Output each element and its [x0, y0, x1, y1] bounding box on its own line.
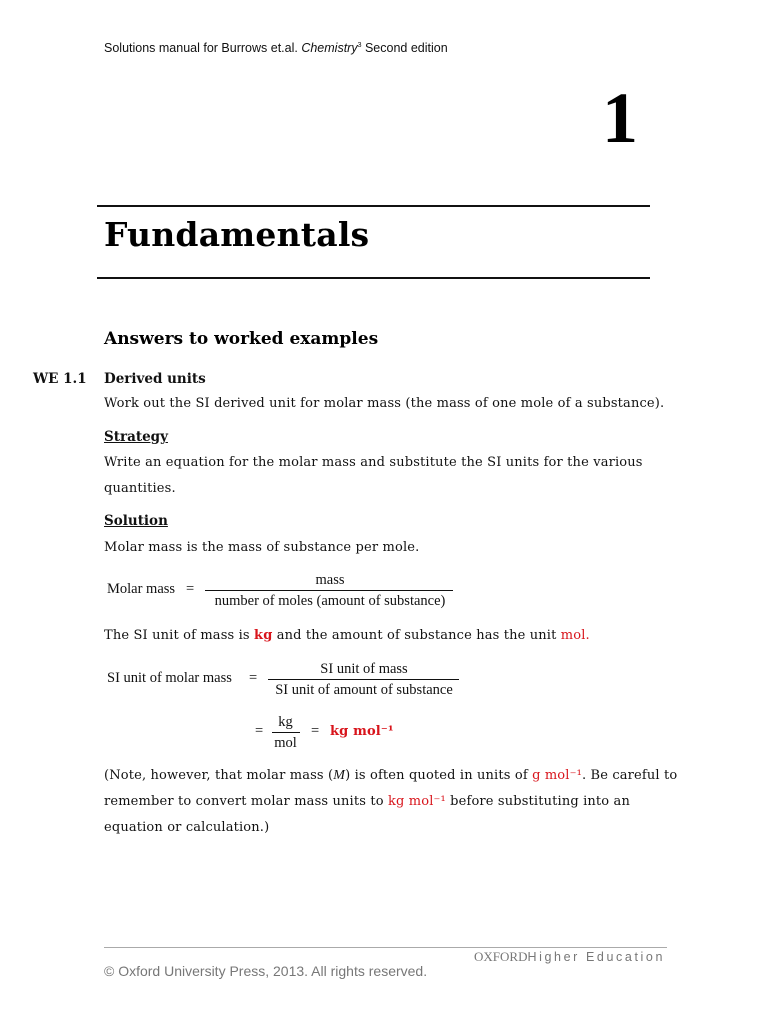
section-title: Answers to worked examples [104, 329, 379, 349]
strategy-heading: Strategy [104, 429, 168, 445]
eq1-fraction-bar [205, 590, 453, 591]
note-l1-text-b: ) is often quoted in units of [345, 768, 533, 783]
si-mol-unit: mol. [560, 628, 590, 643]
eq1-denominator: number of moles (amount of substance) [214, 593, 446, 609]
eq3-fraction-bar [272, 732, 300, 733]
eq3-result: kg mol⁻¹ [330, 724, 394, 739]
example-title: Derived units [104, 371, 206, 387]
note-l1-text-a: (Note, however, that molar mass ( [104, 768, 334, 783]
eq3-equals-2: = [311, 723, 320, 739]
eq3-equals-1: = [255, 723, 264, 739]
title-bottom-rule [97, 277, 650, 279]
eq2-equals: = [249, 670, 258, 686]
eq3-numerator: kg [278, 714, 293, 730]
eq2-denominator: SI unit of amount of substance [275, 682, 453, 698]
note-l1-text-c: . Be careful to [581, 768, 678, 783]
eq1-equals: = [186, 581, 195, 597]
eq2-fraction-bar [268, 679, 459, 680]
chapter-title: Fundamentals [104, 215, 370, 254]
note-g-mol-unit: g mol⁻¹ [532, 768, 582, 783]
note-line-1 [104, 768, 677, 784]
footer-rule [104, 947, 667, 948]
header-superscript: 3 [357, 42, 362, 49]
example-question: Work out the SI derived unit for molar mass (the mass of one mole of a substance). [104, 396, 665, 411]
note-l2-text-b: before substituting into an [445, 794, 630, 809]
title-top-rule [97, 205, 650, 207]
eq1-numerator: mass [315, 572, 345, 588]
example-label: WE 1.1 [33, 371, 87, 387]
higher-education-wordmark: Higher Education [527, 950, 665, 964]
note-l2-text-a: remember to convert molar mass units to [104, 794, 388, 809]
solution-intro: Molar mass is the mass of substance per mole. [104, 540, 420, 555]
note-kg-mol-unit: kg mol⁻¹ [387, 794, 446, 809]
solution-heading: Solution [104, 513, 168, 529]
note-symbol-M: M [333, 768, 346, 783]
oxford-wordmark: OXFORD [474, 949, 528, 964]
si-sentence-part2: and the amount of substance has the unit [272, 628, 561, 643]
eq3-denominator: mol [274, 735, 297, 751]
header-book-title: Chemistry [301, 41, 358, 55]
running-header [104, 41, 448, 55]
si-sentence-part1: The SI unit of mass is [104, 628, 255, 643]
header-edition: Second edition [361, 41, 448, 55]
eq2-numerator: SI unit of mass [320, 661, 408, 677]
publisher-logo [474, 949, 665, 965]
si-kg-unit: kg [254, 628, 273, 643]
note-line-3: equation or calculation.) [104, 820, 270, 835]
eq1-lhs: Molar mass [107, 581, 176, 597]
strategy-line-2: quantities. [104, 481, 176, 496]
eq2-lhs: SI unit of molar mass [107, 670, 232, 686]
si-units-sentence [104, 628, 590, 643]
header-prefix: Solutions manual for Burrows et.al. [104, 41, 302, 55]
strategy-line-1: Write an equation for the molar mass and substitute the SI units for the various [104, 455, 643, 470]
note-line-2 [104, 794, 630, 809]
chapter-number: 1 [602, 78, 638, 158]
copyright-notice: © Oxford University Press, 2013. All rights reserved. [104, 963, 428, 979]
